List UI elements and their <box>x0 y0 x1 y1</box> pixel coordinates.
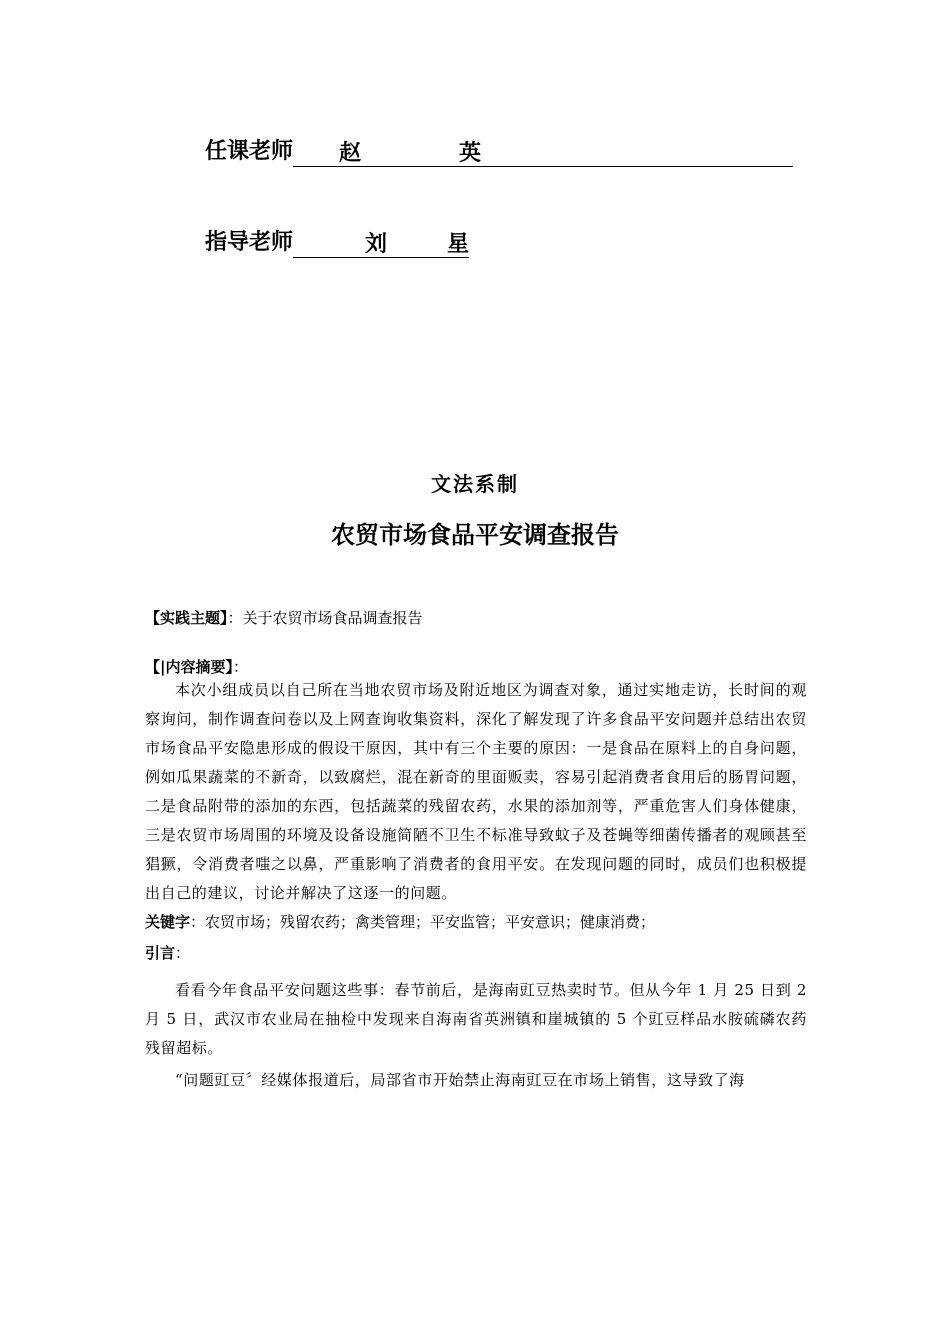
abstract-sep: ： <box>232 658 248 676</box>
keywords-label: 关键字 <box>145 913 191 931</box>
abstract-label: 【|内容摘要】 <box>145 658 233 676</box>
theme-label: 【实践主题】 <box>145 609 228 627</box>
intro-label: 引言 <box>145 944 176 962</box>
keywords-row <box>145 908 807 937</box>
department-heading: 文法系制 <box>431 472 519 496</box>
intro-paragraph-1: 看看今年食品平安问题这些事：春节前后，是海南豇豆热卖时节。但从今年 1 月 25 日到 2 月 5 日，武汉市农业局在抽检中发现来自海南省英洲镇和崖城镇的 5 个豇豆样品水胺硫磷农药残留超标。 <box>145 981 807 1057</box>
intro-heading-row <box>145 939 807 968</box>
report-title: 农贸市场食品平安调查报告 <box>331 521 619 549</box>
teacher-line <box>205 137 793 167</box>
teacher-name-char-1: 赵 <box>339 140 362 166</box>
teacher-name-field <box>293 138 793 167</box>
advisor-name-field <box>293 229 469 258</box>
advisor-name-char-1: 刘 <box>365 231 388 257</box>
intro-paragraph-2: “问题豇豆〞经媒体报道后，局部省市开始禁止海南豇豆在市场上销售，这导致了海 <box>175 1071 745 1089</box>
keywords-sep: ： <box>190 913 206 931</box>
theme-sep: ： <box>227 609 243 627</box>
report-body <box>145 604 807 1095</box>
theme-row <box>145 604 807 633</box>
theme-text: 关于农贸市场食品调查报告 <box>242 609 423 627</box>
abstract-paragraph: 本次小组成员以自己所在当地农贸市场及附近地区为调查对象，通过实地走访，长时间的观察询问，制作调查问卷以及上网查询收集资料，深化了解发现了许多食品平安问题并总结出农贸市场食品平安隐患形成的假设干原因，其中有三个主要的原因：一是食品在原料上的自身问题，例如瓜果蔬菜的不新奇，以致腐烂，混在新奇的里面贩卖，容易引起消费者食用后的肠胃问题，二是食品附带的添加的东西，包括蔬菜的残留农药，水果的添加剂等，严重危害人们身体健康，三是农贸市场周围的环境及设备设施简陋不卫生不标准导致蚊子及苍蝇等细菌传播者的观顾甚至猖獗，令消费者嗤之以鼻，严重影响了消费者的食用平安。在发现问题的同时，成员们也积极提出自己的建议，讨论并解决了这逐一的问题。 <box>145 681 807 902</box>
intro-sep: ： <box>175 944 191 962</box>
keywords-text: 农贸市场；残留农药；禽类管理；平安监管；平安意识；健康消费； <box>205 913 656 931</box>
advisor-label: 指导老师 <box>205 230 294 255</box>
advisor-name-char-2: 星 <box>447 231 470 257</box>
teacher-name-char-2: 英 <box>459 140 482 166</box>
advisor-line <box>205 228 469 258</box>
teacher-label: 任课老师 <box>205 139 294 164</box>
